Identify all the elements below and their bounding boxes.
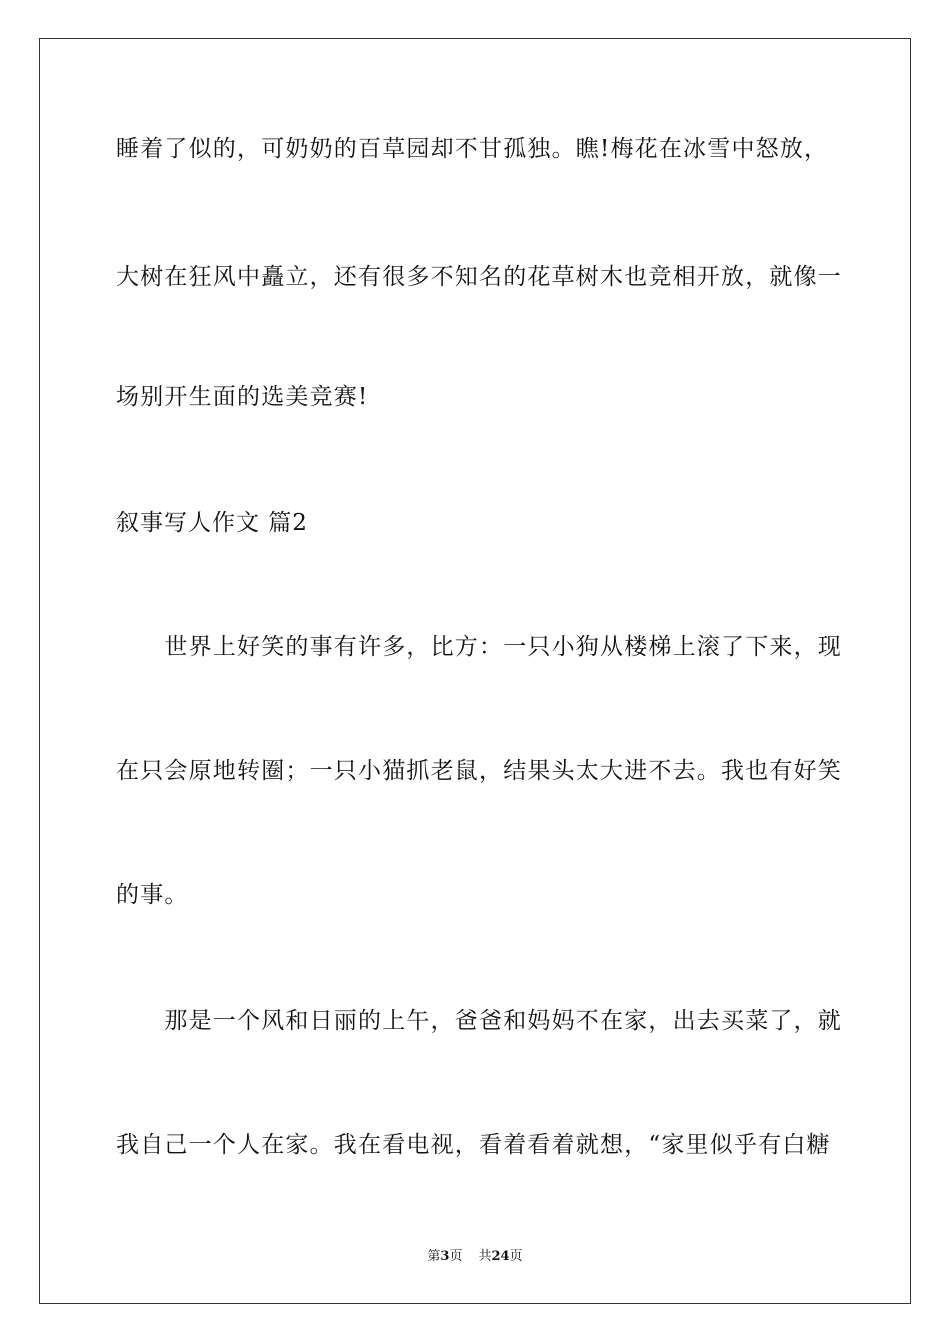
- paragraph-line-5: 在只会原地转圈；一只小猫抓老鼠，结果头太大进不去。我也有好笑: [116, 758, 842, 784]
- paragraph-line-2: 大树在狂风中矗立，还有很多不知名的花草树木也竞相开放，就像一: [116, 264, 842, 290]
- page-suffix: 页: [449, 1249, 463, 1264]
- paragraph-line-6: 的事。: [116, 882, 189, 908]
- page-prefix: 第: [427, 1249, 441, 1264]
- paragraph-line-8: 我自己一个人在家。我在看电视，看着看着就想，“家里似乎有白糖: [116, 1132, 831, 1158]
- page-border: [39, 38, 911, 1304]
- page-footer: [0, 1248, 950, 1266]
- paragraph-line-7: 那是一个风和日丽的上午，爸爸和妈妈不在家，出去买菜了，就: [116, 1008, 842, 1034]
- paragraph-line-1: 睡着了似的，可奶奶的百草园却不甘孤独。瞧!梅花在冰雪中怒放，: [116, 136, 829, 162]
- page-total: 24: [491, 1249, 510, 1264]
- paragraph-line-3: 场别开生面的选美竞赛!: [116, 384, 369, 410]
- page-current: 3: [440, 1249, 450, 1264]
- total-suffix: 页: [509, 1249, 523, 1264]
- paragraph-line-4: 世界上好笑的事有许多，比方：一只小狗从楼梯上滚了下来，现: [116, 634, 842, 660]
- total-prefix: 共: [478, 1249, 492, 1264]
- section-heading: 叙事写人作文 篇2: [116, 510, 308, 536]
